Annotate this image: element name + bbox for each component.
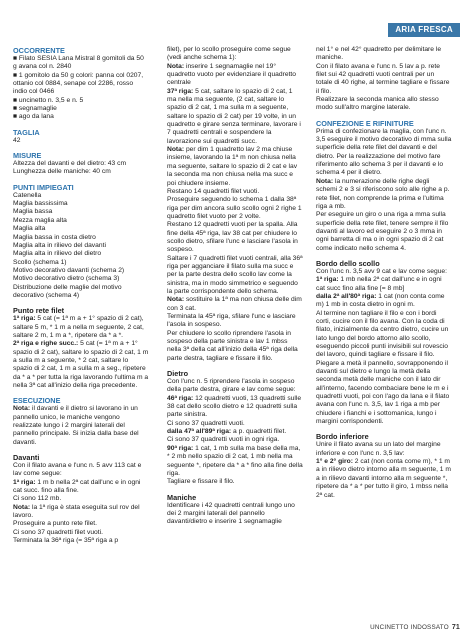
column-1 xyxy=(13,46,149,546)
heading-punti: PUNTI IMPIEGATI xyxy=(13,182,74,192)
instruction: Terminata la 36ª riga (= 35ª riga a p xyxy=(13,537,119,545)
instruction: Realizzare la seconda manica allo stesso modo sull'altro margine laterale. xyxy=(316,96,439,112)
column-2 xyxy=(167,46,303,527)
column-3 xyxy=(316,46,452,500)
stitch-item: Maglia bassissima xyxy=(13,200,68,208)
instruction: dalla 47ª all'89ª riga: a p. quadretti filet. xyxy=(167,428,287,436)
instruction: Con il filato avana e l'unc n. 5 lav a p. rete filet sui 42 quadretti vuoti centrali per un totale di 40 righe, al termine tagliare e fissare il filo. xyxy=(316,62,450,95)
materials-item: ■ segnamaglie xyxy=(13,105,149,113)
instruction: dalla 2ª all'80ª riga: 1 cat (non conta come m) 1 mb in costa dietro in ogni m. xyxy=(316,292,445,309)
instruction: Proseguire seguendo lo schema 1 dalla 38ª riga per dim ancora sullo scollo ogni 2 righe 1 quadretto filet vuoto per 2 volte. xyxy=(167,196,302,220)
note: Nota: il davanti e il dietro si lavorano in un pannello unico, le maniche vengono realizzate lungo i 2 margini laterali del pannello principale. Si inizia dalla base del davanti. xyxy=(13,405,139,446)
instruction: Restano 14 quadretti filet vuoti. xyxy=(167,187,260,195)
materials-item: ■ ago da lana xyxy=(13,113,149,121)
heading-esecuzione: ESECUZIONE xyxy=(13,396,61,406)
instruction: Terminata la 45ª riga, sfilare l'unc e lasciare l'asola in sospeso. xyxy=(167,313,296,329)
stitch-item: Distribuzione delle maglie del motivo decorativo (schema 4) xyxy=(13,283,122,299)
instruction: Proseguire a punto rete filet. xyxy=(13,520,98,528)
instruction: filet), per lo scollo proseguire come segue (vedi anche schema 1): xyxy=(167,46,291,62)
note: Nota: la 1ª riga è stata eseguita sul rov del lavoro. xyxy=(13,503,140,520)
instruction: Per chiudere lo scollo riprendere l'asola in sospeso della parte sinistra e lav 1 mbss nella 3ª della cat all'inizio della 45ª riga della parte destra, tagliare e fissare il filo. xyxy=(167,329,298,362)
instruction: Per eseguire un giro o una riga a mma sulla superficie della rete filet, tenere sempre il filo davanti al lavoro ed eseguire 2 o 3 mma in ogni barretta di ma o in ogni spazio di 2 cat come indicato nello schema 4. xyxy=(316,211,449,252)
note: Nota: la numerazione delle righe degli schemi 2 e 3 si riferiscono solo alle righe a p. rete filet, non comprende la prima e l'ultima riga a mb. xyxy=(316,177,450,210)
instruction: 1ª riga: 5 cat (= 1ª m a + 1° spazio di 2 cat), saltare 5 m, * 1 m a nella m seguente, 2 cat, saltare 2 m, 1 m a *, ripetere da * a *. xyxy=(13,315,144,339)
stitch-item: Maglia alta xyxy=(13,225,46,233)
stitch-item: Motivo decorativo dietro (schema 3) xyxy=(13,275,120,283)
instruction: 46ª riga: 12 quadretti vuoti, 13 quadretti sulle 38 cat dello scollo dietro e 12 quadretti sulla parte sinistra. xyxy=(167,394,302,419)
heading-taglia: TAGLIA xyxy=(13,127,40,137)
instruction: Ci sono 112 mb. xyxy=(13,495,62,503)
stitch-item: Motivo decorativo davanti (schema 2) xyxy=(13,266,125,274)
measure-line: Lunghezza delle maniche: 40 cm xyxy=(13,168,111,176)
heading-bordo-scollo: Bordo dello scollo xyxy=(316,258,380,268)
heading-rete-filet: Punto rete filet xyxy=(13,306,65,316)
instruction: Con il filato avana e l'unc n. 5 avv 113 cat e lav come segue: xyxy=(13,462,142,478)
section-tag: ARIA FRESCA xyxy=(388,23,460,37)
instruction: Con l'unc n. 3,5 avv 9 cat e lav come segue: xyxy=(316,267,448,275)
instruction: 1° e 2° giro: 2 cat (non conta come m), * 1 m a in rilievo dietro intorno alla m seguente, 1 m a in rilievo davanti intorno alla m seguente *, ripetere da * a * per tutto il giro, 1 mbss nella 2ª cat. xyxy=(316,458,451,499)
heading-misure: MISURE xyxy=(13,151,42,161)
running-title: UNCINETTO INDOSSATO xyxy=(370,624,449,631)
instruction: Identificare i 42 quadretti centrali lungo uno dei 2 margini laterali del pannello davanti/dietro e inserire 1 segnamaglie xyxy=(167,501,295,526)
instruction: Saltare i 7 quadretti filet vuoti centrali, alla 36ª riga per agganciare il filato sulla ma succ e per la parte destra dello scollo lav come la sinistra, ma in modo simmetrico e seguendo la parte corrispondente dello schema. xyxy=(167,254,303,295)
instruction: 90ª riga: 1 cat, 1 mb sulla ma base della ma, * 2 mb nello spazio di 2 cat, 1 mb nella ma seguente *, ripetere da * a * fino alla fine della riga. xyxy=(167,444,303,477)
instruction: nel 1° e nel 42° quadretto per delimitare le maniche. xyxy=(316,46,442,62)
heading-confezione: CONFEZIONE E RIFINITURE xyxy=(316,118,414,128)
instruction: 1ª riga: 1 m b nella 2ª cat dall'unc e in ogni cat succ. fino alla fine. xyxy=(13,478,141,495)
instruction: Restano 12 quadretti vuoti per la spalla. Alla fine della 45ª riga, lav 38 cat per chiudere lo scollo dietro, sfilare l'unc e lasciare l'asola in sospeso. xyxy=(167,221,298,254)
stitch-item: Maglia bassa in costa dietro xyxy=(13,233,96,241)
materials-item: ■ 1 gomitolo da 50 g colori: panna col 0207, ottanio col 0884, senape col 2286, rosso indio col 0466 xyxy=(13,72,149,97)
stitch-item: Maglia alta in rilievo del dietro xyxy=(13,250,102,258)
instruction: Ci sono 37 quadretti filet vuoti. xyxy=(13,528,103,536)
instruction: Ci sono 37 quadretti vuoti. xyxy=(167,419,245,427)
stitch-item: Mezza maglia alta xyxy=(13,216,67,224)
instruction: Prima di confezionare la maglia, con l'unc n. 3,5 eseguire il motivo decorativo di mma sulla superficie della rete filet del davanti e del dietro. Per la realizzazione del motivo fare riferimento allo schema 3 per il davanti e lo schema 4 per il dietro. xyxy=(316,127,452,177)
instruction: Unire il filato avana su un lato del margine inferiore e con l'unc n. 3,5 lav: xyxy=(316,441,441,457)
stitch-item: Maglia alta in rilievo del davanti xyxy=(13,241,106,249)
instruction: Con l'unc n. 5 riprendere l'asola in sospeso della parte destra, girare e lav come segue: xyxy=(167,378,296,394)
instruction: Ci sono 37 quadretti vuoti in ogni riga. xyxy=(167,436,280,444)
note: Nota: inserire 1 segnamaglie nel 19° quadretto vuoto per evidenziare il quadretto centrale xyxy=(167,62,297,87)
materials-item: ■ uncinetto n. 3,5 e n. 5 xyxy=(13,97,149,105)
instruction: Tagliare e fissare il filo. xyxy=(167,478,235,486)
heading-maniche: Maniche xyxy=(167,492,197,502)
page-number: 71 xyxy=(451,624,460,631)
instruction: 2ª riga e righe succ.: 5 cat (= 1ª m a + 1° spazio di 2 cat), saltare lo spazio di 2 cat, 1 m a sulla m a seguente, * 2 cat, saltare lo spazio di 2 cat, 1 m a sulla m a seg., ripetere da * a * per tutta la riga lavorando l'ultima m a nella 3ª cat all'inizio della riga precedente. xyxy=(13,340,149,389)
size-value: 42 xyxy=(13,136,21,144)
instruction: 37ª riga: 5 cat, saltare lo spazio di 2 cat, 1 ma nella ma seguente, (2 cat, saltare lo spazio di 2 cat, 1 ma sulla m a seguente, saltare lo spazio di 2 cat) per 19 volte, in un quadretto e girare senza terminare, lavorare i 7 quadretti centrali e sospendere la lavorazione sui quadretti succ. xyxy=(167,87,301,145)
note: Nota: per dim 1 quadretto lav 2 ma chiuse insieme, lavorando la 1ª m non chiusa nella ma seguente, saltare lo spazio di 2 cat e lav la seconda ma non chiusa nella ma succ e poi chiudere insieme. xyxy=(167,146,298,187)
stitch-item: Catenella xyxy=(13,191,42,199)
stitch-item: Scollo (schema 1) xyxy=(13,258,67,266)
heading-dietro: Dietro xyxy=(167,369,189,379)
instruction: 1ª riga: 1 mb nella 2ª cat dall'unc e in ogni cat succ fino alla fine [= 8 mb] xyxy=(316,276,442,292)
note: Nota: sostituire la 1ª ma non chiusa delle dim con 3 cat. xyxy=(167,296,302,312)
page-footer xyxy=(370,624,460,631)
instruction: Al termine non tagliare il filo e con i bordi corti, cucire con il filo avana. Con la coda di filato, inizialmente da centro dietro, cucire un lato lungo del bordo attorno allo scollo, eseguendo piccoli punti invisibili sul rovescio del lavoro, quindi tagliare e fissare il filo. xyxy=(316,309,449,359)
materials-item: ■ Filato SESIA Lana Mistral 8 gomitoli da 50 g avana col n. 2840 xyxy=(13,55,149,72)
heading-bordo-inferiore: Bordo inferiore xyxy=(316,432,369,442)
stitch-item: Maglia bassa xyxy=(13,208,53,216)
instruction: Piegare a metà il pannello, sovrapponendo il davanti sul dietro e lungo la metà della seconda metà delle maniche con il lato dir all'interno, facendo combaciare bene le m e i quadretti vuoti, poi con l'ago da lana e il filato avana con l'unc n. 3,5, lav 1 riga a mb per chiudere i fianchi e i sottomanica, lungo i margini corrispondenti. xyxy=(316,359,450,426)
heading-occorrente: OCCORRENTE xyxy=(13,46,65,55)
heading-davanti: Davanti xyxy=(13,453,40,463)
measure-line: Altezza del davanti e del dietro: 43 cm xyxy=(13,160,127,168)
